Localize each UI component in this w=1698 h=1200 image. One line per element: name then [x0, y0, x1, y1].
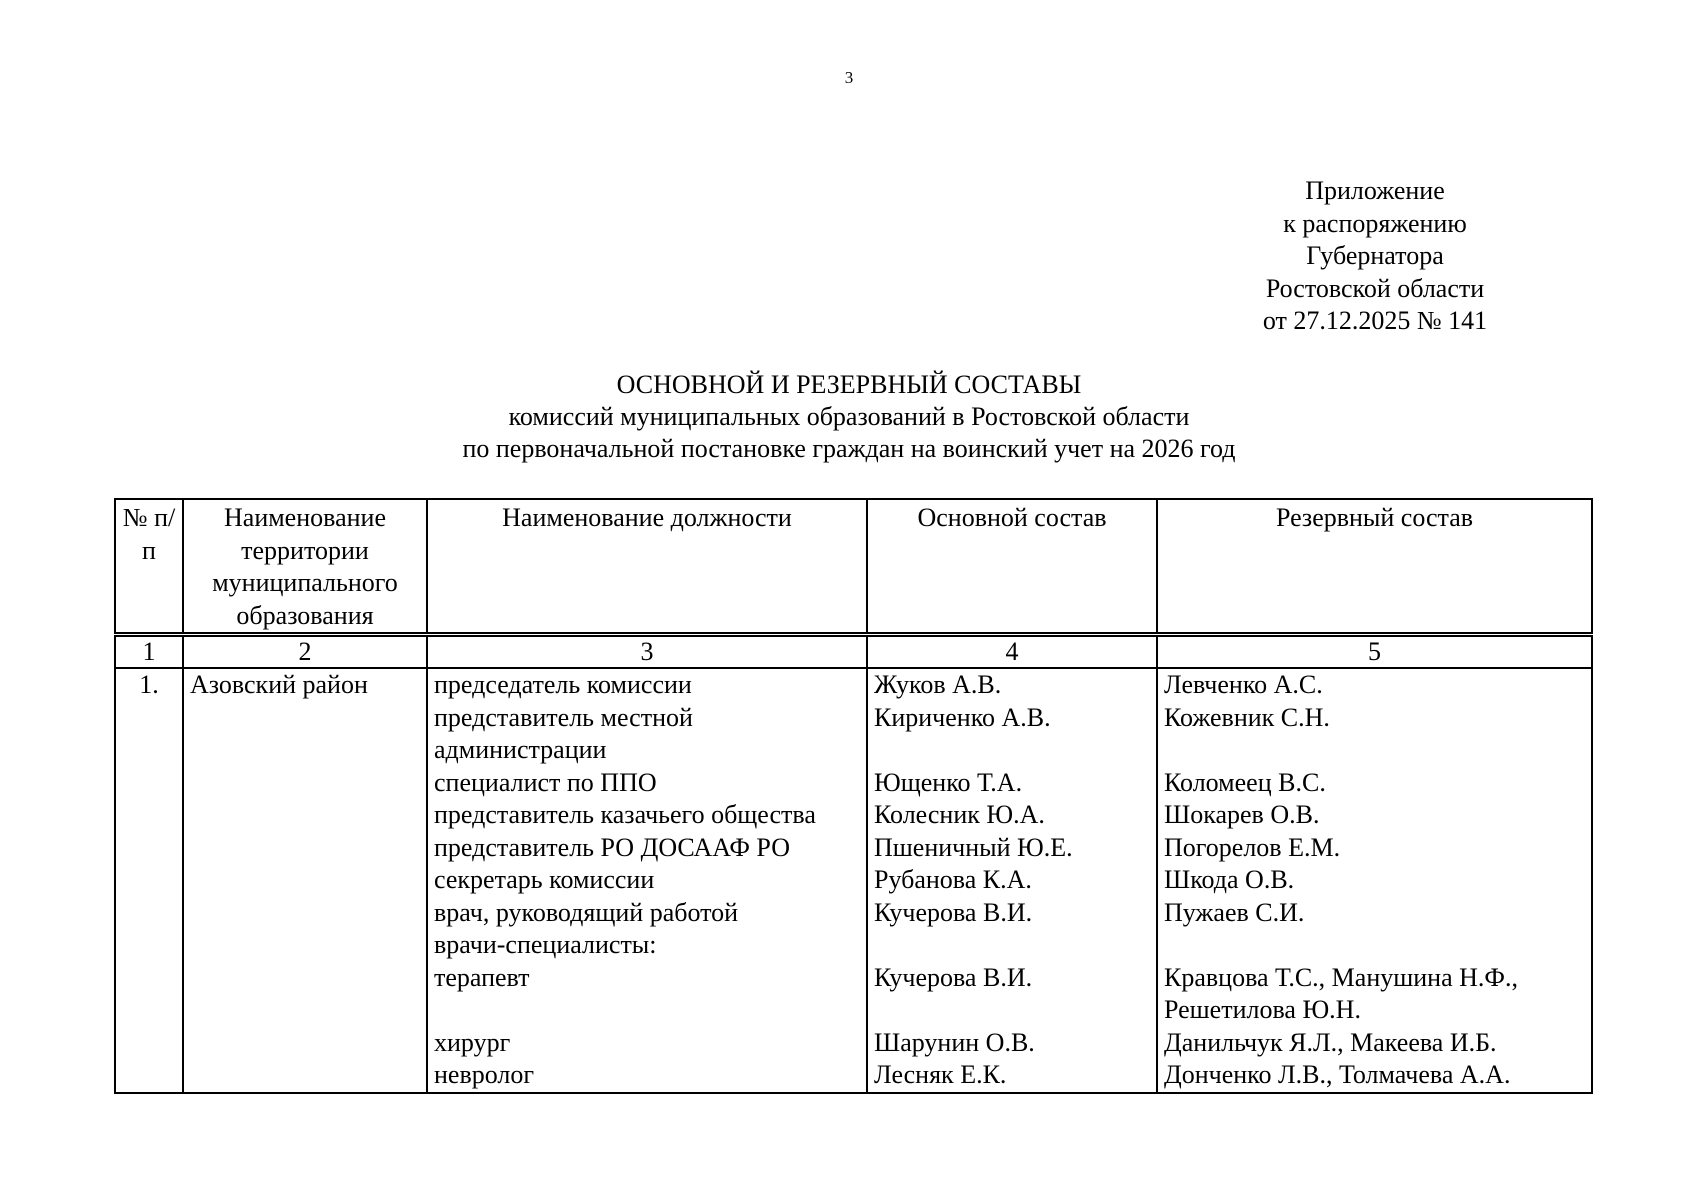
- position-line: [434, 994, 860, 1027]
- position-line: специалист по ППО: [434, 767, 657, 797]
- reserve-member-line: Погорелов Е.М.: [1164, 832, 1341, 862]
- appendix-line: Ростовской области: [1265, 273, 1485, 303]
- appendix-line: от 27.12.2025 № 141: [1262, 306, 1488, 335]
- main-member-line: Кучерова В.И.: [874, 897, 1033, 927]
- reserve-member-line: Коломеец В.С.: [1164, 767, 1326, 797]
- position-line: терапевт: [434, 962, 530, 992]
- main-member-line: Шарунин О.В.: [874, 1027, 1035, 1057]
- position-line: председатель комиссии: [434, 670, 692, 699]
- main-member-line: Кучерова В.И.: [874, 962, 1033, 992]
- header-position: Наименование должности: [427, 499, 867, 635]
- column-number: 4: [867, 635, 1157, 669]
- main-member-line: [874, 929, 1150, 962]
- reserve-member-line: Данильчук Я.Л., Макеева И.Б.: [1164, 1027, 1497, 1057]
- column-number: 1: [115, 635, 183, 669]
- title-line: по первоначальной постановке граждан на воинский учет на 2026 год: [462, 434, 1236, 463]
- reserve-member-line: [1164, 734, 1585, 767]
- position-line: врач, руководящий работой: [434, 897, 739, 927]
- main-member-line: [874, 734, 1150, 767]
- main-member-line: Колесник Ю.А.: [874, 800, 1045, 829]
- main-member-line: Пшеничный Ю.Е.: [874, 832, 1073, 862]
- reserve-member-line: Пужаев С.И.: [1164, 897, 1305, 927]
- column-number: 2: [183, 635, 427, 669]
- position-line: врачи-специалисты:: [434, 930, 657, 959]
- position-line: представитель казачьего общества: [434, 800, 816, 829]
- reserve-member-line: Донченко Л.В., Толмачева А.А.: [1164, 1060, 1511, 1089]
- reserve-composition-cell: [1157, 668, 1592, 1093]
- column-number: 5: [1157, 635, 1592, 669]
- main-member-line: [874, 994, 1150, 1027]
- reserve-member-line: Левченко А.С.: [1164, 670, 1323, 699]
- main-member-line: Рубанова К.А.: [874, 865, 1032, 894]
- position-line: хирург: [434, 1027, 511, 1057]
- position-line: представитель местной: [434, 702, 693, 732]
- header-reserve-composition: Резервный состав: [1157, 499, 1592, 635]
- column-number-row: [115, 635, 1592, 669]
- appendix-line: к распоряжению: [1283, 208, 1467, 238]
- table-header-row: [115, 499, 1592, 635]
- position-line: администрации: [434, 735, 607, 764]
- position-line: секретарь комиссии: [434, 865, 655, 894]
- reserve-member-line: Решетилова Ю.Н.: [1164, 995, 1361, 1024]
- reserve-member-line: Кравцова Т.С., Манушина Н.Ф.,: [1164, 962, 1518, 992]
- appendix-block: [1240, 175, 1510, 338]
- table-row: [115, 668, 1592, 1093]
- header-main-composition: Основной состав: [867, 499, 1157, 635]
- appendix-line: Губернатора: [1306, 241, 1444, 270]
- main-member-line: Кириченко А.В.: [874, 702, 1051, 732]
- row-number: 1.: [115, 668, 183, 1093]
- positions-cell: [427, 668, 867, 1093]
- reserve-member-line: [1164, 929, 1585, 962]
- roster-table: [114, 498, 1593, 1094]
- reserve-member-line: Шкода О.В.: [1164, 865, 1295, 894]
- page-number: 3: [844, 68, 854, 87]
- territory-name: Азовский район: [183, 668, 427, 1093]
- main-composition-cell: [867, 668, 1157, 1093]
- position-line: невролог: [434, 1060, 535, 1089]
- reserve-member-line: Шокарев О.В.: [1164, 800, 1320, 829]
- header-num: № п/п: [115, 499, 183, 635]
- title-line: комиссий муниципальных образований в Ростовской области: [508, 402, 1190, 431]
- title-line-main: ОСНОВНОЙ И РЕЗЕРВНЫЙ СОСТАВЫ: [616, 370, 1082, 399]
- appendix-line: Приложение: [1305, 176, 1445, 205]
- position-line: представитель РО ДОСААФ РО: [434, 832, 790, 862]
- column-number: 3: [427, 635, 867, 669]
- document-title: [0, 369, 1698, 465]
- reserve-member-line: Кожевник С.Н.: [1164, 702, 1330, 732]
- main-member-line: Лесняк Е.К.: [874, 1060, 1007, 1089]
- main-member-line: Жуков А.В.: [874, 670, 1002, 699]
- header-territory: Наименование территории муниципального образования: [183, 499, 427, 635]
- main-member-line: Ющенко Т.А.: [874, 767, 1023, 797]
